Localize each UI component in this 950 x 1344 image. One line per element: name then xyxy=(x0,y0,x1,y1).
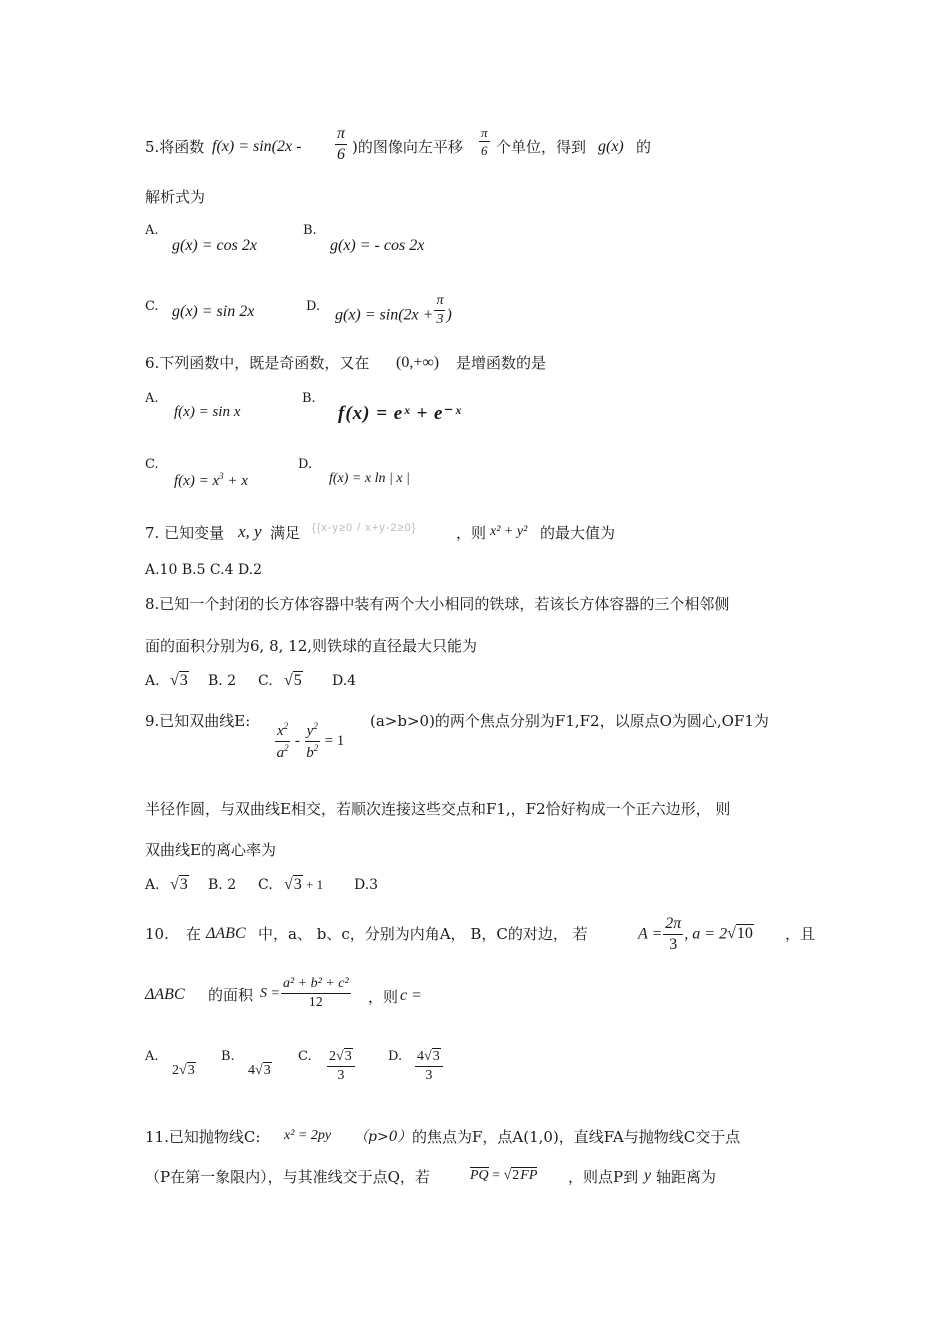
q5-stem-suffix: 个单位，得到 xyxy=(496,138,587,156)
q10-option-d: $\frac{4√3}{3}$ xyxy=(414,1050,444,1083)
q7-vars: x, y xyxy=(238,522,262,541)
q6-stem-prefix: 6.下列函数中，既是奇函数，又在 xyxy=(145,354,370,372)
q6-option-b: f(x) = eˣ + e⁻ˣ xyxy=(338,403,462,424)
q11-line2-suffix: 轴距离为 xyxy=(656,1168,717,1186)
q5-option-c-label: C. xyxy=(145,299,159,314)
q8-option-c: √5 xyxy=(284,672,302,689)
q8-line2: 面的面积分别为6, 8, 12,则铁球的直径最大只能为 xyxy=(145,637,478,655)
q9-option-d: D.3 xyxy=(354,877,379,893)
q6-option-a: f(x) = sin x xyxy=(174,404,241,420)
q10-condition: A = $\frac{2\pi}{3}$ , a = 2√10 xyxy=(638,915,753,953)
q10-option-c-label: C. xyxy=(298,1049,312,1064)
q5-option-d-label: D. xyxy=(306,299,321,314)
q5-option-c: g(x) = sin 2x xyxy=(172,303,255,320)
q9-option-b: B. 2 xyxy=(208,877,237,893)
q10-triangle: ΔABC xyxy=(206,925,246,942)
q11-line2-mid: ，则点P到 xyxy=(568,1168,639,1186)
q5-function: f(x) = sin(2x - xyxy=(212,138,302,155)
q9-stem-suffix: (a>b>0)的两个焦点分别为F1,F2，以原点O为圆心,OF1为 xyxy=(370,712,769,730)
q8-line1: 8.已知一个封闭的长方体容器中装有两个大小相同的铁球，若该长方体容器的三个相邻侧 xyxy=(145,595,730,613)
q9-line3: 双曲线E的离心率为 xyxy=(145,841,276,859)
q10-area-formula: S = $\frac{\text{a² + b² + c²}}{12}$ xyxy=(260,976,349,1010)
q8-option-c-label: C. xyxy=(258,673,273,689)
q7-constraint-image: {{x-y≥0 / x+y-2≥0} xyxy=(312,522,417,534)
q10-stem-suffix: ，且 xyxy=(785,925,816,943)
q10-l2-then: ，则 xyxy=(368,988,399,1006)
q10-stem-prefix: 在 xyxy=(186,925,202,943)
q8-option-b: B. 2 xyxy=(208,673,237,689)
q11-vector-condition: PQ = √2FP xyxy=(470,1168,538,1183)
q9-option-a-label: A. xyxy=(145,877,160,893)
q10-stem-mid: 中，a、 b、c，分别为内角A， B，C的对边， 若 xyxy=(258,925,588,943)
q10-option-c: $\frac{2√3}{3}$ xyxy=(326,1050,356,1083)
q7-stem-suffix: 的最大值为 xyxy=(540,524,616,542)
q5-g: g(x) xyxy=(598,138,624,155)
q7-options: A.10 B.5 C.4 D.2 xyxy=(145,562,263,578)
q8-option-a: √3 xyxy=(170,672,188,689)
q10-option-b-label: B. xyxy=(221,1049,235,1064)
q10-option-a: 2√3 xyxy=(172,1063,195,1078)
q5-stem-mid: )的图像向左平移 xyxy=(352,138,463,156)
q9-option-a: √3 xyxy=(170,876,188,893)
q11-parabola-equation: x² = 2py xyxy=(284,1128,332,1143)
q10-option-a-label: A. xyxy=(145,1049,159,1064)
q7-stem-then: ，则 xyxy=(456,524,487,542)
q7-stem-prefix: 7. 已知变量 xyxy=(145,524,225,542)
q7-expression: x² + y² xyxy=(490,524,528,539)
q8-option-a-label: A. xyxy=(145,673,160,689)
q5-option-a: g(x) = cos 2x xyxy=(172,237,257,254)
q10-l2-text: 的面积 xyxy=(208,986,254,1004)
q8-option-d: D.4 xyxy=(332,673,357,689)
q5-stem-suffix2: 的 xyxy=(636,138,652,156)
q5-option-b: g(x) = - cos 2x xyxy=(330,237,425,254)
q10-option-d-label: D. xyxy=(388,1049,403,1064)
q10-number: 10. xyxy=(145,925,169,943)
q11-condition: （p>0） xyxy=(354,1129,412,1145)
q7-stem-mid: 满足 xyxy=(270,524,301,542)
q10-l2-c: c = xyxy=(400,987,422,1004)
q5-option-d: g(x) = sin(2x + $\frac{\pi}{3}$ ) xyxy=(335,293,452,327)
q9-line2: 半径作圆，与双曲线E相交，若顺次连接这些交点和F1,，F2恰好构成一个正六边形， 则 xyxy=(145,800,731,818)
q6-option-b-label: B. xyxy=(302,391,316,406)
q10-option-b: 4√3 xyxy=(248,1063,271,1078)
q5-fraction: $\frac{\pi}{6}$ xyxy=(337,125,346,163)
q6-stem-suffix: 是增函数的是 xyxy=(456,354,547,372)
q6-interval: (0,+∞) xyxy=(396,354,440,371)
q6-option-c-label: C. xyxy=(145,457,159,472)
q6-option-a-label: A. xyxy=(145,391,159,406)
q11-stem-suffix: 的焦点为F，点A(1,0)，直线FA与抛物线C交于点 xyxy=(412,1128,741,1146)
q5-stem-prefix: 5.将函数 xyxy=(145,138,205,156)
q5-line2: 解析式为 xyxy=(145,188,206,206)
q9-hyperbola-equation: $\frac{x^2}{a^2}$ - $\frac{y^2}{b^2}$ = 1 xyxy=(276,721,345,761)
q6-option-d: f(x) = x ln | x | xyxy=(329,471,410,486)
q10-l2-triangle: ΔABC xyxy=(145,986,185,1003)
q5-option-a-label: A. xyxy=(145,223,159,238)
q11-line2-prefix: （P在第一象限内），与其准线交于点Q，若 xyxy=(145,1168,430,1186)
q11-y-var: y xyxy=(644,1167,652,1184)
q11-stem-prefix: 11.已知抛物线C: xyxy=(145,1128,261,1146)
q9-option-c-label: C. xyxy=(258,877,273,893)
q9-option-c: √3 + 1 xyxy=(284,876,324,893)
q6-option-c: $f(x) = x^3 + x$ xyxy=(174,471,248,489)
q6-option-d-label: D. xyxy=(298,457,313,472)
q5-shift-fraction: $\frac{\pi}{6}$ xyxy=(481,125,488,158)
q9-stem-prefix: 9.已知双曲线E: xyxy=(145,712,251,730)
q5-option-b-label: B. xyxy=(303,223,317,238)
